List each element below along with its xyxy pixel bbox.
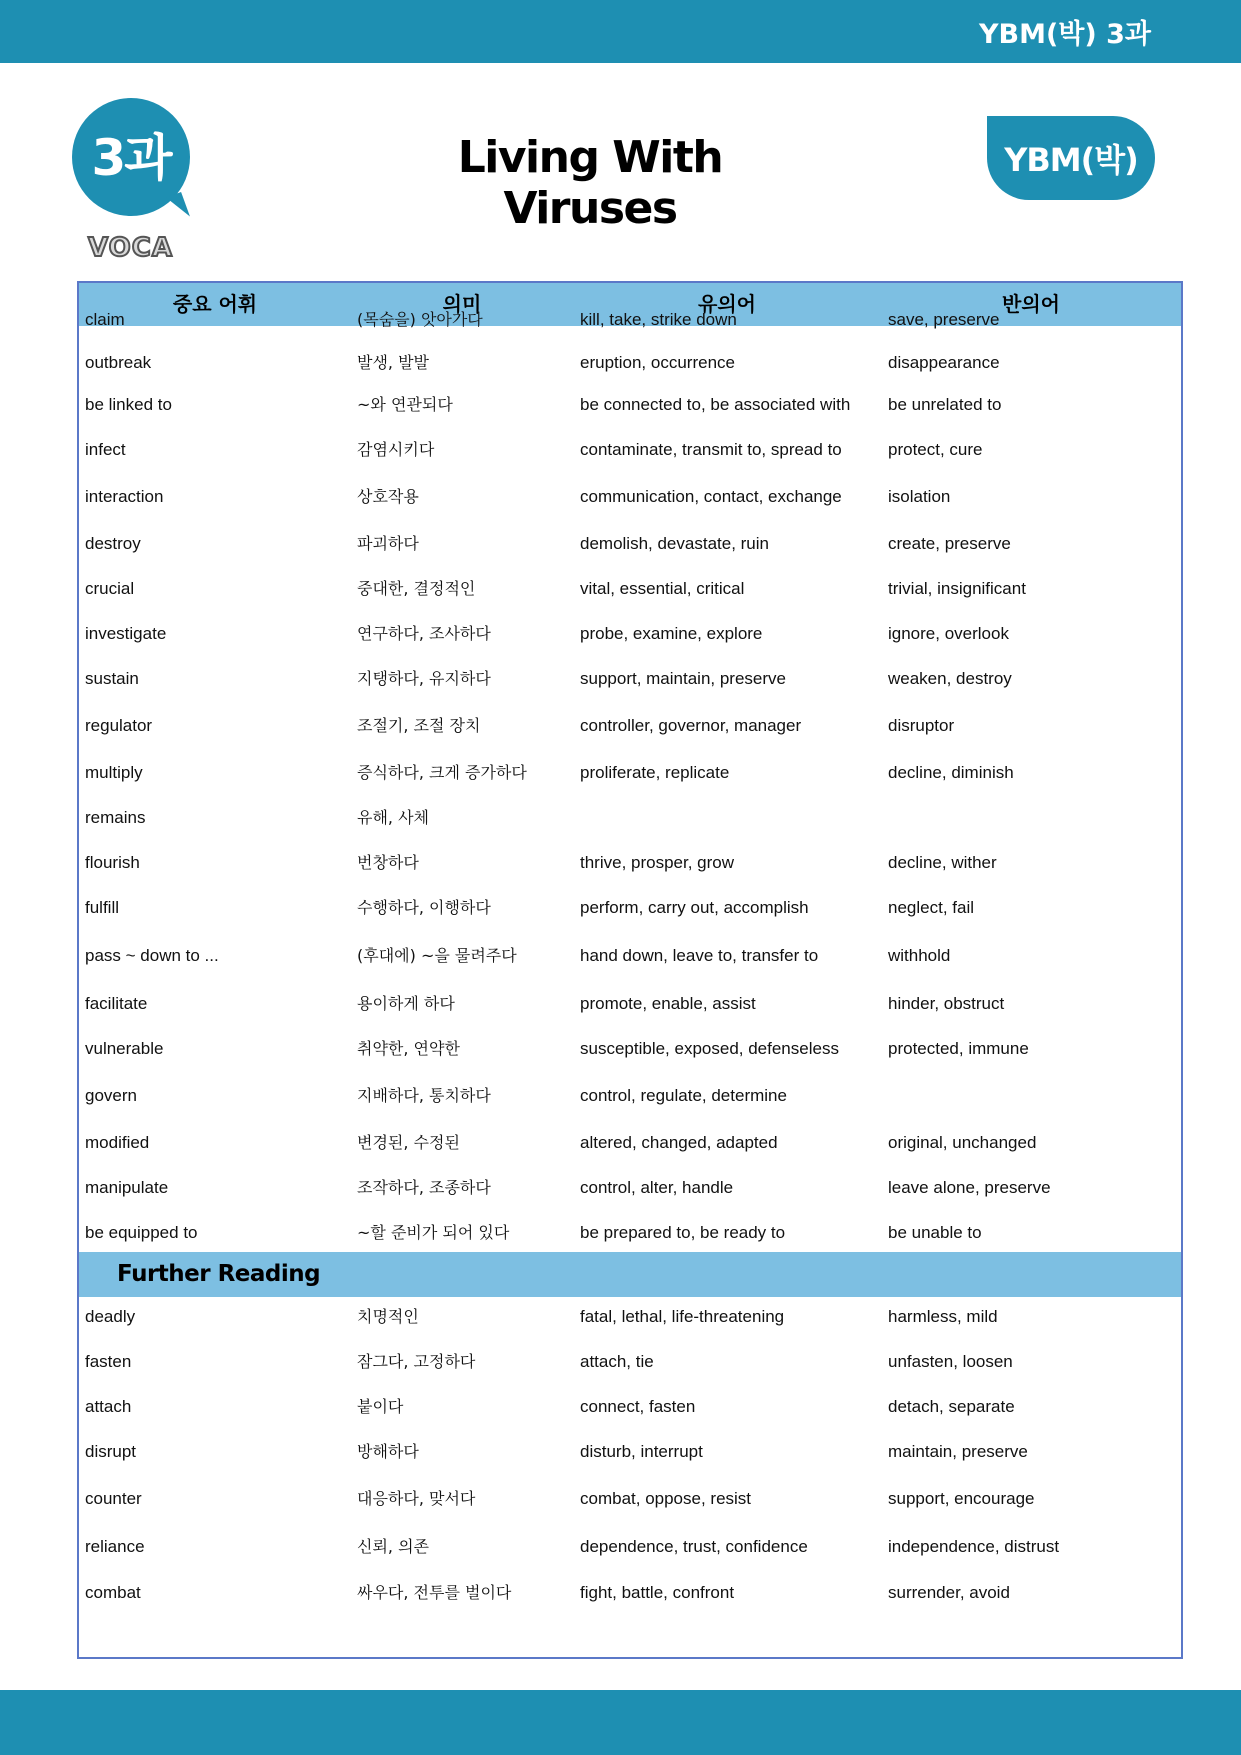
column-header-synonyms: 유의어 bbox=[698, 292, 756, 316]
synonym-cell: vital, essential, critical bbox=[580, 579, 745, 598]
word-cell: be equipped to bbox=[85, 1223, 198, 1242]
meaning-cell: 방해하다 bbox=[357, 1442, 419, 1461]
meaning-cell: 조절기, 조절 장치 bbox=[357, 716, 481, 735]
word-cell: manipulate bbox=[85, 1178, 169, 1197]
synonym-cell: be prepared to, be ready to bbox=[580, 1223, 786, 1242]
antonym-cell: withhold bbox=[888, 946, 951, 965]
table-row bbox=[79, 841, 1181, 885]
table-row bbox=[79, 1340, 1181, 1384]
table-row bbox=[79, 428, 1181, 472]
synonym-cell: control, regulate, determine bbox=[580, 1086, 787, 1105]
meaning-cell: 조작하다, 조종하다 bbox=[357, 1178, 491, 1197]
word-cell: investigate bbox=[85, 624, 167, 643]
antonym-cell: unfasten, loosen bbox=[888, 1352, 1013, 1371]
antonym-cell: support, encourage bbox=[888, 1489, 1035, 1508]
meaning-cell: 취약한, 연약한 bbox=[357, 1039, 460, 1058]
antonym-cell: save, preserve bbox=[888, 310, 1000, 329]
meaning-cell: 신뢰, 의존 bbox=[357, 1537, 429, 1556]
antonym-cell: hinder, obstruct bbox=[888, 994, 1005, 1013]
meaning-cell: ~할 준비가 되어 있다 bbox=[357, 1223, 510, 1242]
table-row bbox=[79, 704, 1181, 748]
table-row bbox=[79, 1571, 1181, 1615]
lesson-badge-label: 3과 bbox=[91, 129, 171, 187]
synonym-cell: be connected to, be associated with bbox=[580, 395, 851, 414]
meaning-cell: 치명적인 bbox=[357, 1307, 419, 1326]
table-row bbox=[79, 1430, 1181, 1474]
voca-label: VOCA bbox=[88, 233, 173, 263]
antonym-cell: disruptor bbox=[888, 716, 955, 735]
table-row bbox=[79, 1295, 1181, 1339]
table-row bbox=[79, 612, 1181, 656]
table-row bbox=[79, 751, 1181, 795]
table-row bbox=[79, 1385, 1181, 1429]
table-row bbox=[79, 982, 1181, 1026]
meaning-cell: 변경된, 수정된 bbox=[357, 1133, 460, 1152]
table-row bbox=[79, 886, 1181, 930]
top-banner bbox=[0, 0, 1241, 63]
word-cell: fasten bbox=[85, 1352, 132, 1371]
word-cell: regulator bbox=[85, 716, 153, 735]
antonym-cell: independence, distrust bbox=[888, 1537, 1060, 1556]
page-title: Living With Viruses bbox=[457, 132, 723, 234]
meaning-cell: 용이하게 하다 bbox=[357, 994, 455, 1013]
synonym-cell: susceptible, exposed, defenseless bbox=[580, 1039, 839, 1058]
table-row bbox=[79, 1525, 1181, 1569]
word-cell: combat bbox=[85, 1583, 141, 1602]
antonym-cell: weaken, destroy bbox=[888, 669, 1012, 688]
antonym-cell: be unable to bbox=[888, 1223, 982, 1242]
synonym-cell: support, maintain, preserve bbox=[580, 669, 786, 688]
table-row bbox=[79, 341, 1181, 385]
antonym-cell: protect, cure bbox=[888, 440, 983, 459]
table-row bbox=[79, 1166, 1181, 1210]
meaning-cell: 대응하다, 맞서다 bbox=[357, 1489, 476, 1508]
antonym-cell: decline, diminish bbox=[888, 763, 1014, 782]
synonym-cell: disturb, interrupt bbox=[580, 1442, 703, 1461]
synonym-cell: attach, tie bbox=[580, 1352, 654, 1371]
word-cell: infect bbox=[85, 440, 126, 459]
synonym-cell: eruption, occurrence bbox=[580, 353, 735, 372]
word-cell: outbreak bbox=[85, 353, 152, 372]
antonym-cell: detach, separate bbox=[888, 1397, 1015, 1416]
synonym-cell: demolish, devastate, ruin bbox=[580, 534, 769, 553]
word-cell: counter bbox=[85, 1489, 142, 1508]
synonym-cell: fight, battle, confront bbox=[580, 1583, 735, 1602]
bottom-banner bbox=[0, 1690, 1241, 1755]
antonym-cell: be unrelated to bbox=[888, 395, 1002, 414]
table-row bbox=[79, 475, 1181, 519]
word-cell: be linked to bbox=[85, 395, 172, 414]
meaning-cell: 연구하다, 조사하다 bbox=[357, 624, 491, 643]
antonym-cell: ignore, overlook bbox=[888, 624, 1009, 643]
column-header-meaning: 의미 bbox=[442, 292, 482, 316]
antonym-cell: decline, wither bbox=[888, 853, 997, 872]
synonym-cell: controller, governor, manager bbox=[580, 716, 802, 735]
antonym-cell: surrender, avoid bbox=[888, 1583, 1010, 1602]
word-cell: sustain bbox=[85, 669, 139, 688]
column-header-antonyms: 반의어 bbox=[1002, 292, 1060, 316]
section-header-row bbox=[79, 1252, 1181, 1297]
antonym-cell: original, unchanged bbox=[888, 1133, 1037, 1152]
meaning-cell: 발생, 발발 bbox=[357, 353, 429, 372]
header-tag: YBM(박) 3과 bbox=[978, 19, 1151, 50]
meaning-cell: 수행하다, 이행하다 bbox=[357, 898, 491, 917]
meaning-cell: (목숨을) 앗아가다 bbox=[357, 310, 483, 329]
synonym-cell: altered, changed, adapted bbox=[580, 1133, 778, 1152]
vocabulary-table bbox=[77, 281, 1183, 1659]
synonym-cell: perform, carry out, accomplish bbox=[580, 898, 809, 917]
word-cell: remains bbox=[85, 808, 146, 827]
meaning-cell: 지탱하다, 유지하다 bbox=[357, 669, 491, 688]
synonym-cell: thrive, prosper, grow bbox=[580, 853, 735, 872]
table-row bbox=[79, 1121, 1181, 1165]
word-cell: reliance bbox=[85, 1537, 145, 1556]
word-cell: deadly bbox=[85, 1307, 136, 1326]
synonym-cell: connect, fasten bbox=[580, 1397, 696, 1416]
word-cell: vulnerable bbox=[85, 1039, 164, 1058]
lesson-badge bbox=[72, 98, 190, 216]
meaning-cell: 지배하다, 통치하다 bbox=[357, 1086, 491, 1105]
word-cell: attach bbox=[85, 1397, 132, 1416]
synonym-cell: contaminate, transmit to, spread to bbox=[580, 440, 842, 459]
synonym-cell: promote, enable, assist bbox=[580, 994, 756, 1013]
meaning-cell: 싸우다, 전투를 벌이다 bbox=[357, 1583, 512, 1602]
word-cell: interaction bbox=[85, 487, 164, 506]
word-cell: multiply bbox=[85, 763, 143, 782]
table-row bbox=[79, 796, 1181, 840]
antonym-cell: isolation bbox=[888, 487, 951, 506]
table-row bbox=[79, 1027, 1181, 1071]
meaning-cell: 중대한, 결정적인 bbox=[357, 579, 476, 598]
synonym-cell: dependence, trust, confidence bbox=[580, 1537, 808, 1556]
word-cell: fulfill bbox=[85, 898, 120, 917]
word-cell: crucial bbox=[85, 579, 135, 598]
antonym-cell: leave alone, preserve bbox=[888, 1178, 1051, 1197]
synonym-cell: control, alter, handle bbox=[580, 1178, 734, 1197]
table-row bbox=[79, 934, 1181, 978]
word-cell: disrupt bbox=[85, 1442, 137, 1461]
meaning-cell: 파괴하다 bbox=[357, 534, 419, 553]
meaning-cell: 증식하다, 크게 증가하다 bbox=[357, 763, 527, 782]
word-cell: flourish bbox=[85, 853, 140, 872]
synonym-cell: hand down, leave to, transfer to bbox=[580, 946, 819, 965]
column-header-word: 중요 어휘 bbox=[172, 292, 258, 316]
table-row bbox=[79, 522, 1181, 566]
meaning-cell: 번창하다 bbox=[357, 853, 419, 872]
publisher-badge: YBM(박) bbox=[987, 116, 1155, 200]
synonym-cell: fatal, lethal, life-threatening bbox=[580, 1307, 785, 1326]
antonym-cell: trivial, insignificant bbox=[888, 579, 1026, 598]
meaning-cell: 붙이다 bbox=[357, 1397, 404, 1416]
word-cell: claim bbox=[85, 310, 125, 329]
antonym-cell: create, preserve bbox=[888, 534, 1011, 553]
antonym-cell: harmless, mild bbox=[888, 1307, 998, 1326]
antonym-cell: protected, immune bbox=[888, 1039, 1029, 1058]
meaning-cell: (후대에) ~을 물려주다 bbox=[357, 946, 517, 965]
table-row bbox=[79, 298, 1181, 342]
table-row bbox=[79, 1211, 1181, 1255]
synonym-cell: combat, oppose, resist bbox=[580, 1489, 752, 1508]
table-row bbox=[79, 657, 1181, 701]
antonym-cell: maintain, preserve bbox=[888, 1442, 1028, 1461]
word-cell: modified bbox=[85, 1133, 150, 1152]
synonym-cell: kill, take, strike down bbox=[580, 310, 737, 329]
word-cell: pass ~ down to ... bbox=[85, 946, 219, 965]
meaning-cell: 잠그다, 고정하다 bbox=[357, 1352, 476, 1371]
synonym-cell: proliferate, replicate bbox=[580, 763, 730, 782]
meaning-cell: 감염시키다 bbox=[357, 440, 435, 459]
table-row bbox=[79, 1477, 1181, 1521]
section-title: Further Reading bbox=[117, 1261, 321, 1287]
antonym-cell: disappearance bbox=[888, 353, 1000, 372]
word-cell: govern bbox=[85, 1086, 137, 1105]
synonym-cell: probe, examine, explore bbox=[580, 624, 763, 643]
table-row bbox=[79, 1074, 1181, 1118]
table-row bbox=[79, 383, 1181, 427]
table-row bbox=[79, 567, 1181, 611]
word-cell: facilitate bbox=[85, 994, 148, 1013]
synonym-cell: communication, contact, exchange bbox=[580, 487, 842, 506]
meaning-cell: 유해, 사체 bbox=[357, 808, 429, 827]
antonym-cell: neglect, fail bbox=[888, 898, 974, 917]
meaning-cell: ~와 연관되다 bbox=[357, 395, 453, 414]
word-cell: destroy bbox=[85, 534, 141, 553]
meaning-cell: 상호작용 bbox=[357, 487, 419, 506]
